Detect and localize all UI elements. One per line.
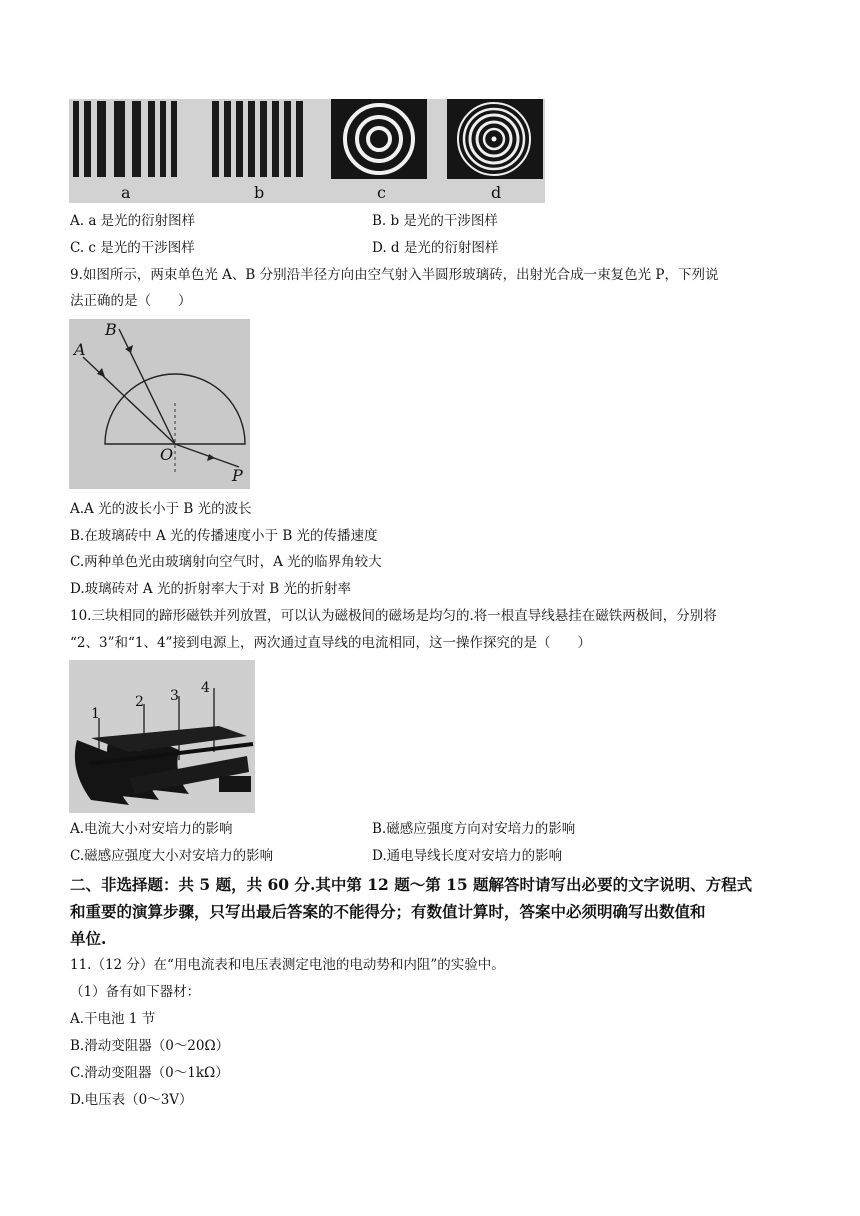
q9-stem-line1: 9.如图所示，两束单色光 A、B 分别沿半径方向由空气射入半圆形玻璃砖，出射光合成一束复色光 P，下列说 (70, 267, 719, 283)
figure-label-c: c (377, 183, 386, 202)
q9-stem-line2: 法正确的是（ ） (70, 293, 192, 309)
q9-option-b: B.在玻璃砖中 A 光的传播速度小于 B 光的传播速度 (70, 528, 378, 544)
section2-heading-line2: 和重要的演算步骤，只写出最后答案的不能得分；有数值计算时，答案中必须明确写出数值和 (70, 902, 706, 921)
q11-item-d: D.电压表（0～3V） (70, 1092, 193, 1108)
q10-label-2: 2 (135, 694, 144, 710)
q11-item-c: C.滑动变阻器（0～1kΩ） (70, 1065, 229, 1081)
q9-option-c: C.两种单色光由玻璃射向空气时，A 光的临界角较大 (70, 554, 382, 570)
figure-label-a: a (121, 183, 131, 202)
q9-label-o: O (160, 445, 174, 464)
q10-label-1: 1 (91, 706, 100, 722)
q8-option-c: C. c 是光的干涉图样 (70, 240, 195, 256)
q8-option-d: D. d 是光的衍射图样 (372, 240, 499, 256)
q10-option-a: A.电流大小对安培力的影响 (70, 821, 233, 837)
q9-option-a: A.A 光的波长小于 B 光的波长 (70, 501, 252, 517)
q11-item-b: B.滑动变阻器（0～20Ω） (70, 1038, 230, 1054)
q8-option-a: A. a 是光的衍射图样 (70, 213, 196, 229)
q11-part1: （1）备有如下器材： (70, 984, 201, 1000)
q9-option-d: D.玻璃砖对 A 光的折射率大于对 B 光的折射率 (70, 581, 351, 597)
q11-item-a: A.干电池 1 节 (70, 1011, 156, 1027)
fringe-patterns-image (69, 99, 545, 203)
figure-label-d: d (491, 183, 502, 202)
q11-stem: 11.（12 分）在“用电流表和电压表测定电池的电动势和内阻”的实验中。 (70, 957, 505, 973)
section2-heading-line1: 二、非选择题：共 5 题，共 60 分.其中第 12 题～第 15 题解答时请写出必要的文字说明、方程式 (70, 875, 753, 894)
q10-option-b: B.磁感应强度方向对安培力的影响 (372, 821, 576, 837)
q8-figure (69, 99, 545, 203)
q10-label-4: 4 (201, 680, 210, 696)
q9-label-a: A (74, 340, 86, 359)
q10-stem-line1: 10.三块相同的蹄形磁铁并列放置，可以认为磁极间的磁场是均匀的.将一根直导线悬挂在磁铁两极间，分别将 (70, 608, 717, 624)
horseshoe-magnets-image (69, 660, 255, 813)
figure-label-b: b (254, 183, 265, 202)
q10-stem-line2: “2、3”和“1、4”接到电源上，两次通过直导线的电流相同，这一操作探究的是（ ） (70, 635, 591, 651)
q10-label-3: 3 (170, 688, 179, 704)
q10-figure (69, 660, 255, 813)
q9-label-b: B (105, 320, 117, 339)
q8-option-b: B. b 是光的干涉图样 (372, 213, 498, 229)
q9-label-p: P (232, 466, 243, 485)
section2-heading-line3: 单位. (70, 929, 107, 948)
q10-option-d: D.通电导线长度对安培力的影响 (372, 848, 563, 864)
q10-option-c: C.磁感应强度大小对安培力的影响 (70, 848, 274, 864)
